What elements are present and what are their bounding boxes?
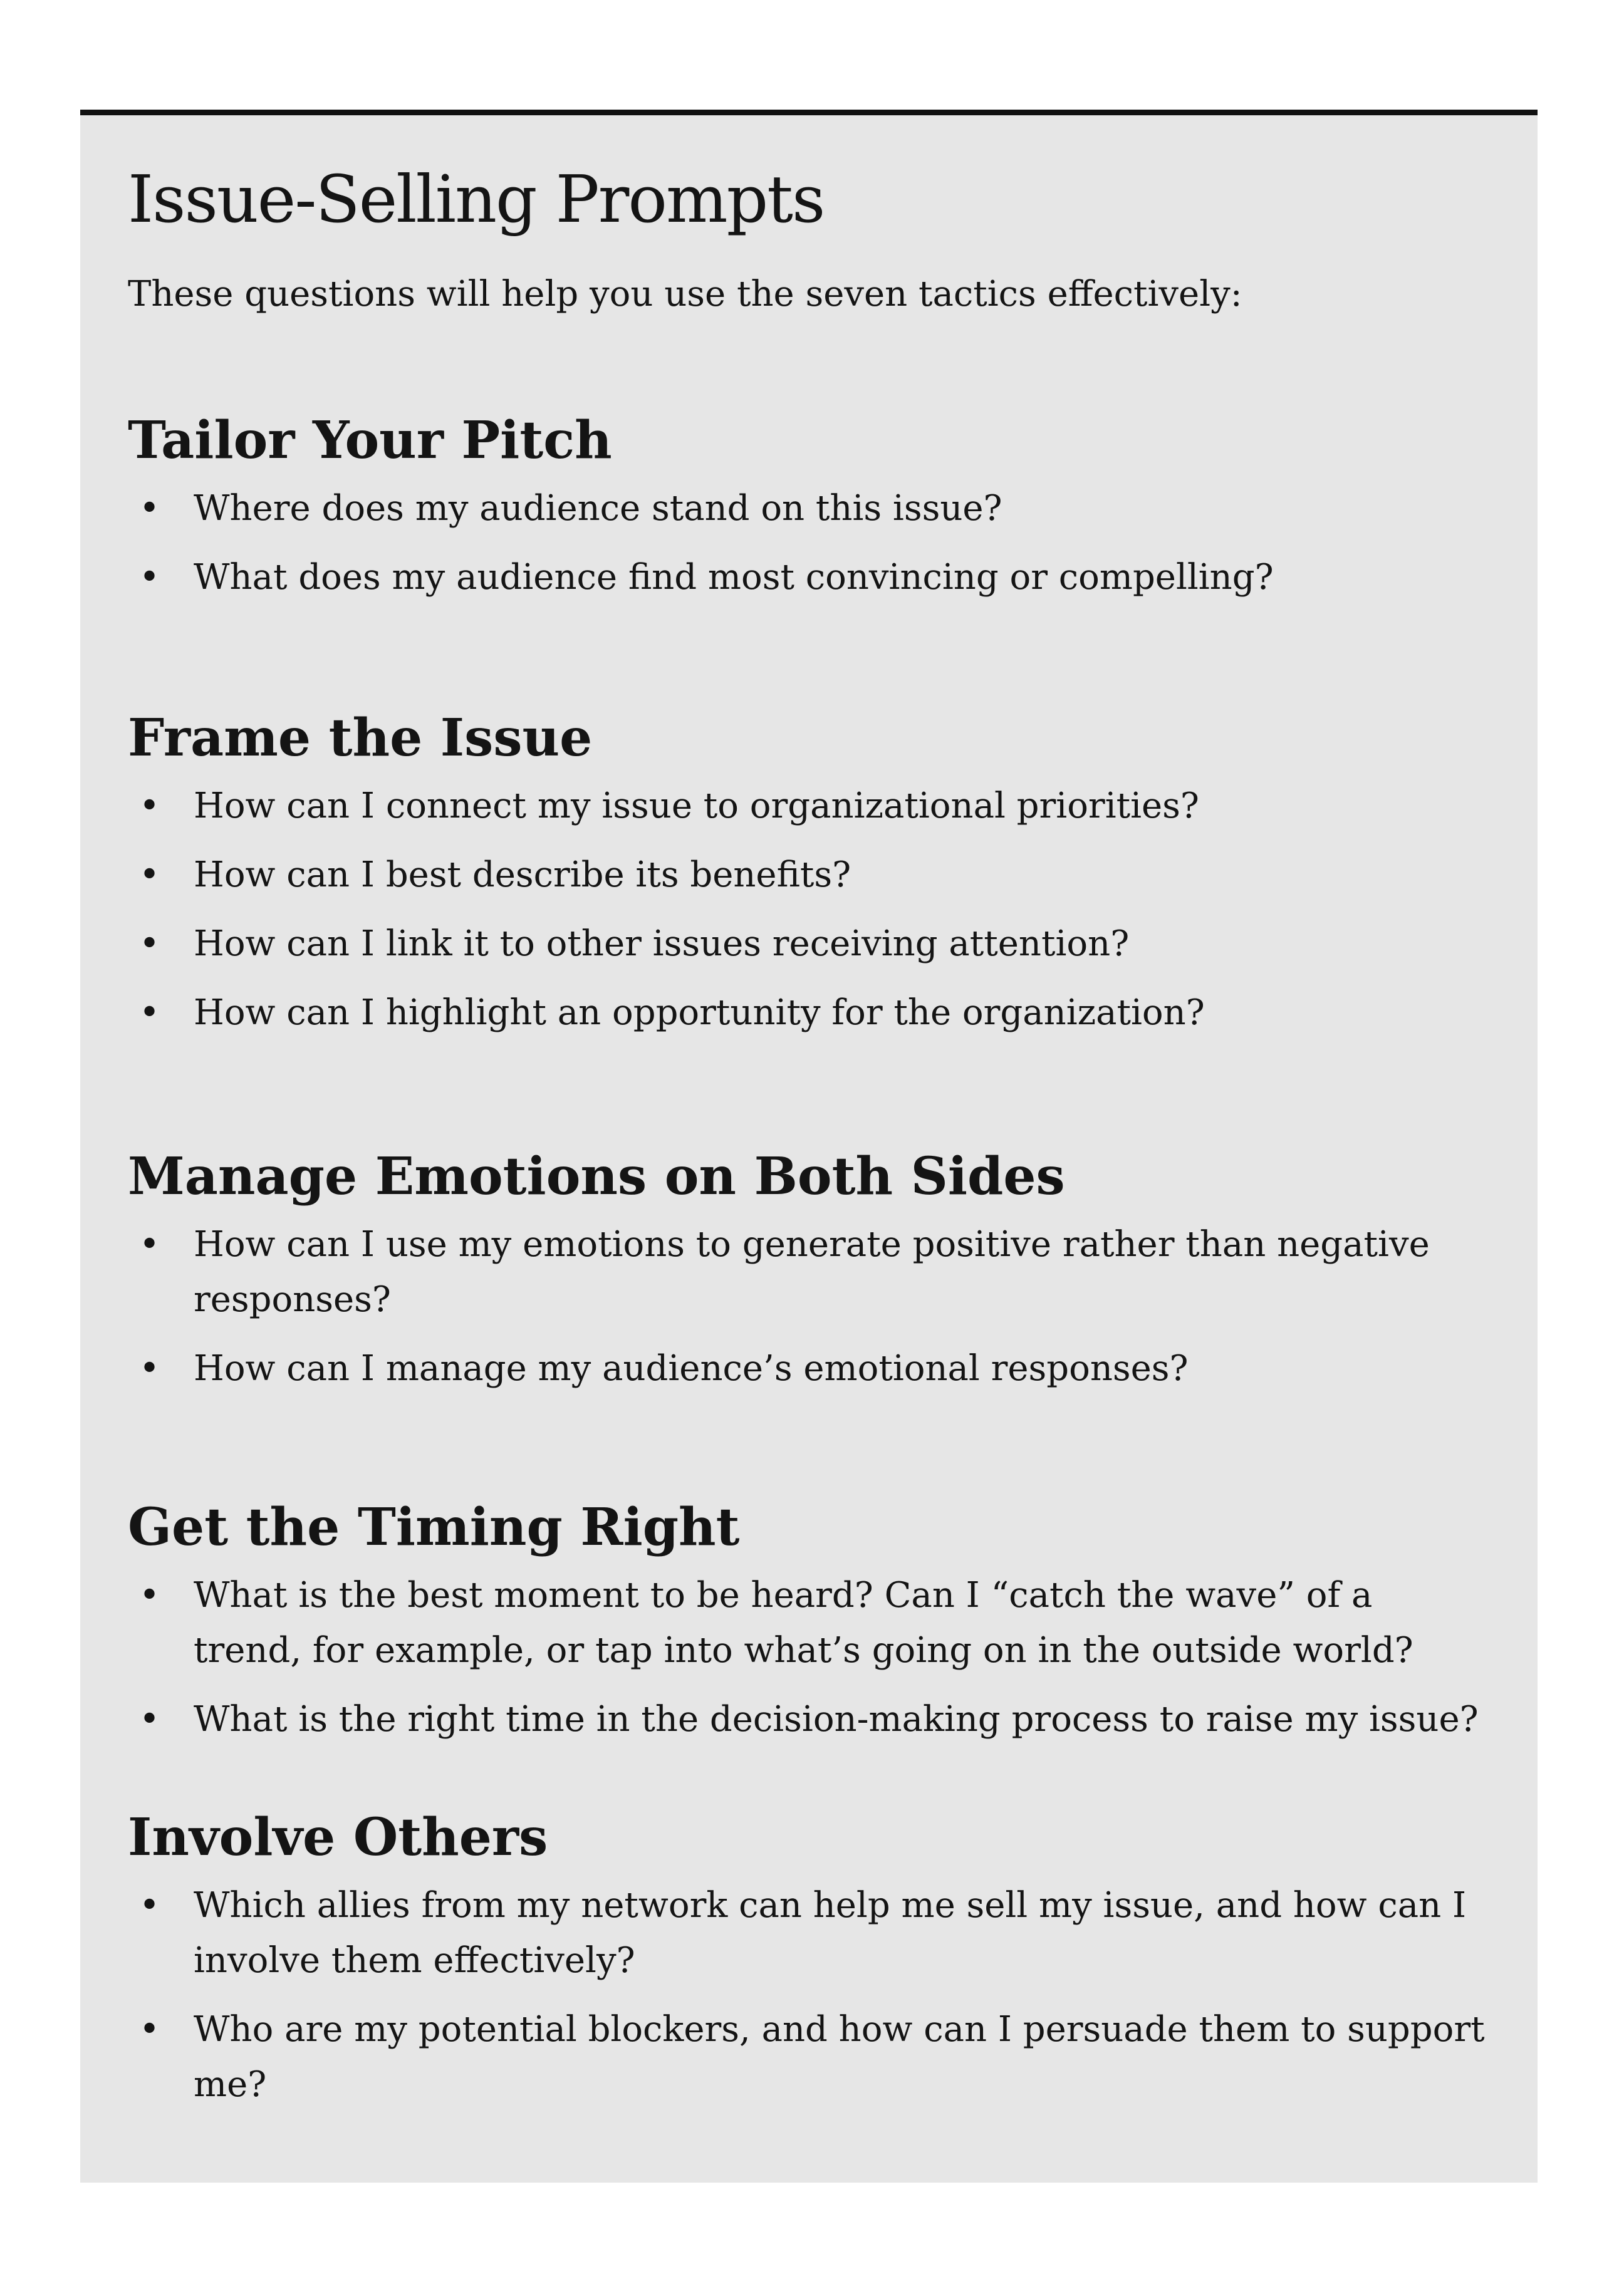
section-tailor-your-pitch — [128, 410, 1490, 619]
list-item-text: Which allies from my network can help me sell my issue, and how can I involve them effectively? — [194, 1885, 1467, 1982]
bullet-list — [128, 779, 1490, 1041]
list-item — [128, 1341, 1490, 1396]
list-item — [128, 848, 1490, 903]
list-item — [128, 1878, 1490, 1988]
list-item-text: How can I manage my audience’s emotional responses? — [194, 1348, 1189, 1390]
bullet-icon: • — [139, 1224, 160, 1265]
bullet-icon: • — [139, 2009, 160, 2050]
list-item — [128, 1692, 1490, 1747]
bullet-icon: • — [139, 1348, 160, 1390]
bullet-icon: • — [139, 557, 160, 598]
bullet-icon: • — [139, 1575, 160, 1616]
section-manage-emotions — [128, 1146, 1490, 1410]
section-heading: Involve Others — [128, 1807, 548, 1867]
list-item-text: How can I link it to other issues receiving attention? — [194, 923, 1130, 965]
prompts-panel — [80, 110, 1538, 2183]
bullet-icon: • — [139, 1885, 160, 1926]
list-item-text: What is the right time in the decision-making process to raise my issue? — [194, 1699, 1479, 1740]
list-item — [128, 985, 1490, 1041]
bullet-list — [128, 1217, 1490, 1396]
list-item-text: How can I connect my issue to organizational priorities? — [194, 786, 1199, 827]
bullet-icon: • — [139, 855, 160, 896]
list-item — [128, 917, 1490, 972]
bullet-icon: • — [139, 786, 160, 827]
bullet-list — [128, 481, 1490, 605]
bullet-icon: • — [139, 488, 160, 529]
bullet-list — [128, 1878, 1490, 2112]
section-frame-the-issue — [128, 707, 1490, 1054]
list-item-text: How can I highlight an opportunity for the organization? — [194, 992, 1205, 1034]
intro-text: These questions will help you use the seven tactics effectively: — [128, 274, 1242, 314]
list-item-text: How can I best describe its benefits? — [194, 855, 851, 896]
section-involve-others — [128, 1807, 1490, 2126]
list-item-text: What does my audience find most convincing or compelling? — [194, 557, 1274, 598]
list-item-text: Who are my potential blockers, and how can I persuade them to support me? — [194, 2009, 1485, 2106]
bullet-icon: • — [139, 923, 160, 965]
list-item-text: What is the best moment to be heard? Can I “catch the wave” of a trend, for example, or tap into what’s going on in the outside world? — [194, 1575, 1413, 1671]
page-title: Issue-Selling Prompts — [128, 161, 825, 237]
list-item — [128, 779, 1490, 834]
bullet-icon: • — [139, 992, 160, 1034]
section-get-the-timing-right — [128, 1497, 1490, 1761]
list-item — [128, 1568, 1490, 1678]
list-item — [128, 481, 1490, 536]
section-heading: Frame the Issue — [128, 708, 593, 768]
section-heading: Get the Timing Right — [128, 1497, 740, 1557]
list-item — [128, 2002, 1490, 2112]
bullet-icon: • — [139, 1699, 160, 1740]
bullet-list — [128, 1568, 1490, 1747]
list-item-text: Where does my audience stand on this issue? — [194, 488, 1002, 529]
list-item — [128, 1217, 1490, 1327]
section-heading: Manage Emotions on Both Sides — [128, 1146, 1065, 1207]
section-heading: Tailor Your Pitch — [128, 410, 612, 470]
list-item — [128, 550, 1490, 605]
list-item-text: How can I use my emotions to generate positive rather than negative responses? — [194, 1224, 1430, 1321]
